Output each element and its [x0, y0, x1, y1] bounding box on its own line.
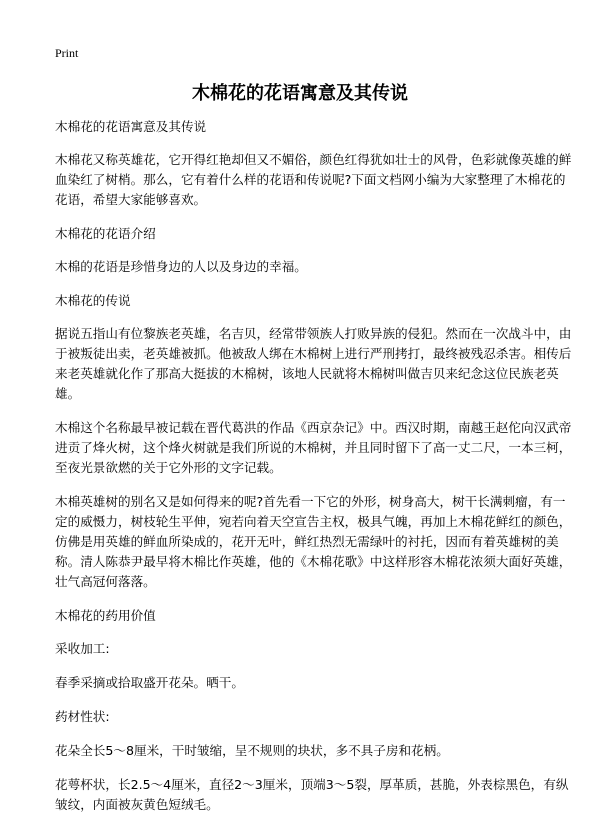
page-title: 木棉花的花语寓意及其传说 — [192, 83, 408, 104]
paragraph-flower-language: 木棉的花语是珍惜身边的人以及身边的幸福。 — [55, 259, 307, 274]
print-link[interactable]: Print — [55, 46, 79, 60]
section-heading-flower-language: 木棉花的花语介绍 — [55, 226, 156, 241]
paragraph-properties-2: 花萼杯状，长2.5～4厘米，直径2～3厘米，顶端3～5裂，厚革质，甚脆，外表棕黑色，有纵皱纹，内面被灰黄色短绒毛。 — [55, 777, 569, 812]
paragraph-properties-1: 花朵全长5～8厘米，干时皱缩，呈不规则的块状，多不具子房和花柄。 — [55, 743, 449, 758]
subheading-properties: 药材性状: — [55, 709, 110, 724]
paragraph-processing: 春季采摘或拾取盛开花朵。晒干。 — [55, 675, 244, 690]
paragraph-legend-2: 木棉这个名称最早被记载在晋代葛洪的作品《西京杂记》中。西汉时期，南越王赵佗向汉武帝进贡了烽火树，这个烽火树就是我们所说的木棉树，并且同时留下了高一丈二尺，一本三柯，至夜光景欲燃的关于它外形的文字记载。 — [55, 420, 572, 475]
paragraph-legend-3: 木棉英雄树的别名又是如何得来的呢?首先看一下它的外形，树身高大，树干长满刺瘤，有一定的威慑力，树枝轮生平伸，宛若向着天空宣告主权，极具气魄，再加上木棉花鲜红的颜色，仿佛是用英雄的鲜血所染成的，花开无叶，鲜红热烈无需绿叶的衬托，因而有着英雄树的美称。清人陈恭尹最早将木棉比作英雄，他的《木棉花歌》中这样形容木棉花浓须大面好英雄，壮气高冠何落落。 — [55, 494, 572, 589]
section-heading-medicinal: 木棉花的药用价值 — [55, 608, 156, 623]
section-heading-intro: 木棉花的花语寓意及其传说 — [55, 119, 207, 134]
paragraph-intro: 木棉花又称英雄花，它开得红艳却但又不媚俗，颜色红得犹如壮士的风骨，色彩就像英雄的鲜血染红了树梢。那么，它有着什么样的花语和传说呢?下面文档网小编为大家整理了木棉花的花语，希望大家能够喜欢。 — [55, 152, 572, 207]
subheading-processing: 采收加工: — [55, 641, 110, 656]
section-heading-legend: 木棉花的传说 — [55, 293, 131, 308]
paragraph-legend-1: 据说五指山有位黎族老英雄，名吉贝，经常带领族人打败异族的侵犯。然而在一次战斗中，由于被叛徒出卖，老英雄被抓。他被敌人绑在木棉树上进行严刑拷打，最终被残忍杀害。相传后来老英雄就化作了那高大挺拔的木棉树，该地人民就将木棉树叫做吉贝来纪念这位民族老英雄。 — [55, 326, 572, 401]
article-body — [55, 117, 575, 829]
